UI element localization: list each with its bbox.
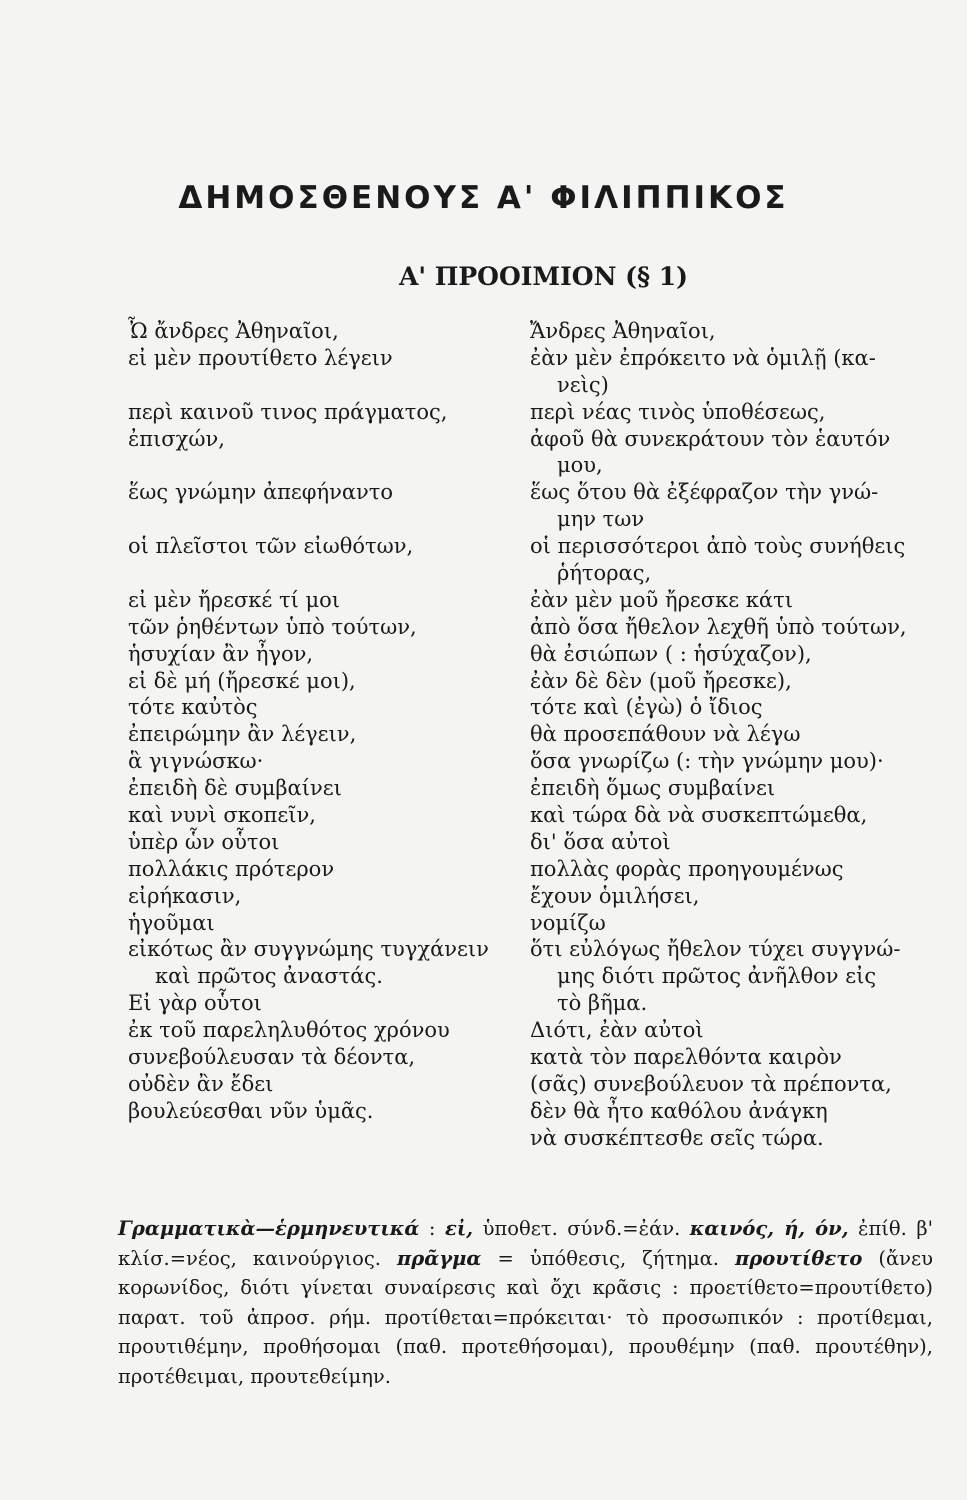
ancient-text-column: [128, 318, 508, 1125]
ancient-line: Εἰ γὰρ οὗτοι: [128, 991, 262, 1016]
translation-line: (σᾶς) συνεβούλευον τὰ πρέποντα,: [530, 1071, 892, 1096]
ancient-line: καὶ νυνὶ σκοπεῖν,: [128, 803, 316, 828]
translation-line: δι' ὅσα αὐτοὶ: [530, 829, 671, 854]
translation-line: δὲν θὰ ἦτο καθόλου ἀνάγκη: [530, 1098, 828, 1123]
ancient-line: ἡσυχίαν ἂν ἦγον,: [128, 641, 314, 666]
translation-line: μου,: [557, 453, 603, 478]
notes-keyword: καινός, ή, όν,: [689, 1217, 849, 1240]
translation-line: κατὰ τὸν παρελθόντα καιρὸν: [530, 1045, 842, 1070]
translation-line: μης διότι πρῶτος ἀνῆλθον εἰς: [557, 964, 877, 989]
ancient-line: ὑπὲρ ὧν οὗτοι: [128, 829, 280, 854]
page-title: ΔΗΜΟΣΘΕΝΟΥΣ Α' ΦΙΛΙΠΠΙΚΟΣ: [178, 180, 789, 216]
ancient-line: καὶ πρῶτος ἀναστάς.: [155, 964, 383, 989]
translation-line: νομίζω: [530, 910, 606, 935]
ancient-line: βουλεύεσθαι νῦν ὑμᾶς.: [128, 1098, 374, 1123]
spacer: [128, 372, 508, 399]
ancient-line: ἡγοῦμαι: [128, 910, 215, 935]
ancient-line: πολλάκις πρότερον: [128, 856, 335, 881]
translation-line: οἱ περισσότεροι ἀπὸ τοὺς συνήθεις: [530, 534, 906, 559]
translation-line: ἐὰν δὲ δὲν (μοῦ ἤρεσκε),: [530, 668, 792, 693]
ancient-line: ἃ γιγνώσκω·: [128, 749, 264, 774]
translation-line: θὰ ἐσιώπων ( : ἡσύχαζον),: [530, 641, 812, 666]
translation-line: τότε καὶ (ἐγὼ) ὁ ἴδιος: [530, 695, 763, 720]
ancient-line: συνεβούλευσαν τὰ δέοντα,: [128, 1045, 416, 1070]
ancient-line: εἰ δὲ μή (ἤρεσκέ μοι),: [128, 668, 356, 693]
ancient-line: εἰρήκασιν,: [128, 883, 242, 908]
ancient-line: τῶν ῥηθέντων ὑπὸ τούτων,: [128, 614, 417, 639]
translation-line: Διότι, ἐὰν αὐτοὶ: [530, 1018, 704, 1043]
translation-line: πολλὰς φορὰς προηγουμένως: [530, 856, 844, 881]
spacer: [128, 452, 508, 479]
translation-column: [530, 318, 950, 1152]
translation-line: καὶ τώρα δὰ νὰ συσκεπτώμεθα,: [530, 803, 868, 828]
ancient-line: εἰ μὲν ἤρεσκέ τί μοι: [128, 587, 341, 612]
translation-line: Ἄνδρες Ἀθηναῖοι,: [530, 319, 716, 343]
translation-line: μην των: [557, 507, 645, 532]
translation-line: ἐὰν μὲν μοῦ ἤρεσκε κάτι: [530, 587, 793, 612]
spacer: [128, 506, 508, 533]
ancient-line: εἰκότως ἂν συγγνώμης τυγχάνειν: [128, 937, 489, 962]
translation-line: ῥήτορας,: [557, 561, 652, 586]
notes-keyword: προυτίθετο: [735, 1246, 863, 1270]
notes-text: ἐπίθ. β' κλίσ.=νέος, καινούργιος.: [118, 1217, 933, 1270]
translation-line: τὸ βῆμα.: [557, 991, 648, 1016]
spacer: [128, 560, 508, 587]
ancient-line: εἰ μὲν προυτίθετο λέγειν: [128, 345, 393, 370]
ancient-line: ἐπισχών,: [128, 426, 225, 451]
notes-label: Γραμματικὰ—ἑρμηνευτικά: [118, 1217, 420, 1240]
ancient-line: ἐκ τοῦ παρεληλυθότος χρόνου: [128, 1018, 450, 1043]
ancient-line: ἐπειδὴ δὲ συμβαίνει: [128, 776, 342, 801]
translation-line: ὅσα γνωρίζω (: τὴν γνώμην μου)·: [530, 749, 884, 774]
translation-line: ἀφοῦ θὰ συνεκράτουν τὸν ἑαυτόν: [530, 426, 891, 451]
translation-line: ἔχουν ὁμιλήσει,: [530, 883, 700, 908]
grammar-notes: [118, 1214, 933, 1391]
notes-text: ὑποθετ. σύνδ.=ἐάν.: [473, 1217, 690, 1240]
translation-line: ἐπειδὴ ὅμως συμβαίνει: [530, 776, 776, 801]
translation-line: ἕως ὅτου θὰ ἐξέφραζον τὴν γνώ-: [530, 480, 879, 505]
ancient-line: ἐπειρώμην ἂν λέγειν,: [128, 722, 357, 747]
ancient-line: Ὦ ἄνδρες Ἀθηναῖοι,: [128, 319, 339, 343]
translation-line: ἐὰν μὲν ἐπρόκειτο νὰ ὁμιλῇ (κα-: [530, 345, 876, 370]
translation-line: περὶ νέας τινὸς ὑποθέσεως,: [530, 399, 826, 424]
translation-line: νεὶς): [557, 372, 609, 397]
translation-line: ἀπὸ ὅσα ἤθελον λεχθῆ ὑπὸ τούτων,: [530, 614, 907, 639]
notes-text: (ἄνευ κορωνίδος, διότι γίνεται συναίρεσις καὶ ὄχι κρᾶσις : προετίθετο=προυτίθετο) παρατ. τοῦ ἀπροσ. ρήμ. προτίθεται=πρόκειται· τὸ προσωπικόν : προτίθεμαι, προυτιθέμην, προθήσομαι (παθ. προτεθήσομαι), προυθέμην (παθ. προυτέθην), προτέθειμαι, προυτεθείμην.: [118, 1246, 933, 1388]
translation-line: θὰ προσεπάθουν νὰ λέγω: [530, 722, 801, 747]
notes-text: = ὑπόθεσις, ζήτημα.: [481, 1246, 736, 1270]
notes-keyword: εἰ,: [444, 1217, 474, 1240]
notes-keyword: πρᾶγμα: [397, 1246, 482, 1270]
ancient-line: οὐδὲν ἂν ἔδει: [128, 1071, 274, 1096]
ancient-line: οἱ πλεῖστοι τῶν εἰωθότων,: [128, 534, 414, 559]
ancient-line: ἕως γνώμην ἀπεφήναντο: [128, 480, 394, 505]
ancient-line: τότε καὐτὸς: [128, 695, 258, 720]
ancient-line: περὶ καινοῦ τινος πράγματος,: [128, 399, 448, 424]
translation-line: νὰ συσκέπτεσθε σεῖς τώρα.: [530, 1125, 824, 1150]
section-title: Α' ΠΡΟΟΙΜΙΟΝ (§ 1): [399, 262, 688, 291]
translation-line: ὅτι εὐλόγως ἤθελον τύχει συγγνώ-: [530, 937, 901, 962]
notes-text: :: [419, 1217, 445, 1240]
